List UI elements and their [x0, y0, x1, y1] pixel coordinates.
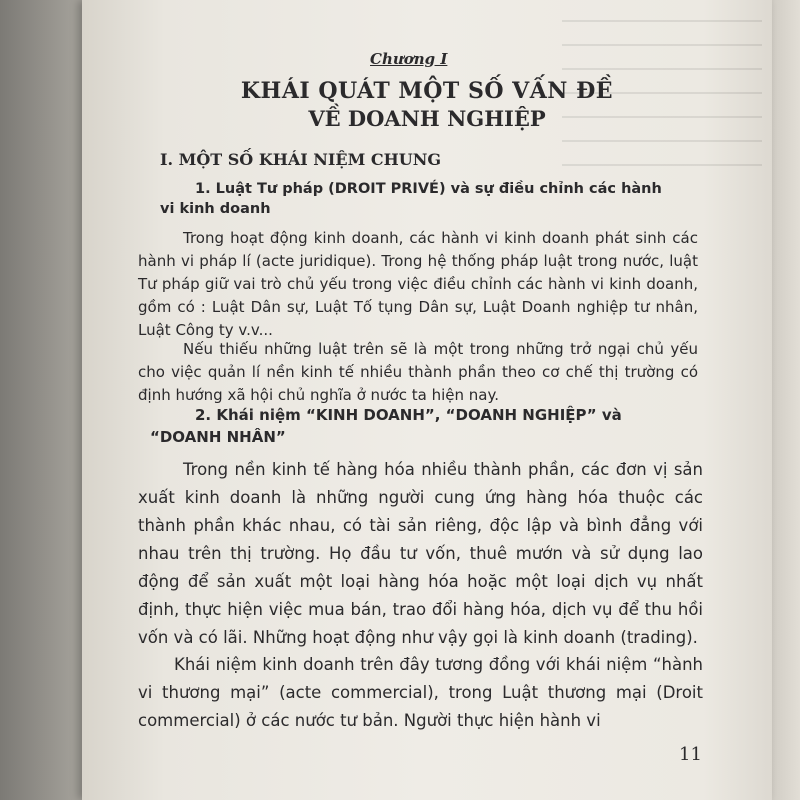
book-page [82, 0, 772, 800]
chapter-label: Chương I [370, 50, 448, 68]
chapter-title-line1: KHÁI QUÁT MỘT SỐ VẤN ĐỀ [240, 78, 614, 104]
page-number: 11 [679, 744, 702, 765]
paragraph-1: Trong hoạt động kinh doanh, các hành vi kinh doanh phát sinh các hành vi pháp lí (acte juridique). Trong hệ thống pháp luật trong nước, luật Tư pháp giữ vai trò chủ yếu trong việc điều chỉnh các hành vi kinh doanh, gồm có : Luật Dân sự, Luật Tố tụng Dân sự, Luật Doanh nghiệp tư nhân, Luật Công ty v.v... [138, 229, 698, 339]
paragraph-4: Khái niệm kinh doanh trên đây tương đồng với khái niệm “hành vi thương mại” (acte commercial), trong Luật thương mại (Droit commercial) ở các nước tư bản. Người thực hiện hành vi [138, 655, 703, 730]
subheading-2-line2: “DOANH NHÂN” [150, 428, 286, 446]
paragraph-2: Nếu thiếu những luật trên sẽ là một trong những trở ngại chủ yếu cho việc quản lí nền kinh tế nhiều thành phần theo cơ chế thị trường có định hướng xã hội chủ nghĩa ở nước ta hiện nay. [138, 340, 698, 404]
subheading-1-line1: 1. Luật Tư pháp (DROIT PRIVÉ) và sự điều chỉnh các hành [195, 181, 662, 197]
chapter-title-line2: VỀ DOANH NGHIỆP [308, 106, 546, 131]
subheading-1-line2: vi kinh doanh [160, 201, 271, 217]
paragraph-3: Trong nền kinh tế hàng hóa nhiều thành phần, các đơn vị sản xuất kinh doanh là những người cung ứng hàng hóa thuộc các thành phần khác nhau, có tài sản riêng, độc lập và bình đẳng với nhau trên thị trường. Họ đầu tư vốn, thuê mướn và sử dụng lao động để sản xuất một loại hàng hóa hoặc một loại dịch vụ nhất định, thực hiện việc mua bán, trao đổi hàng hóa, dịch vụ để thu hồi vốn và có lãi. Những hoạt động như vậy gọi là kinh doanh (trading). [138, 460, 703, 647]
subheading-2-line1: 2. Khái niệm “KINH DOANH”, “DOANH NGHIỆP” và [195, 406, 622, 424]
section-heading: I. MỘT SỐ KHÁI NIỆM CHUNG [160, 150, 441, 169]
